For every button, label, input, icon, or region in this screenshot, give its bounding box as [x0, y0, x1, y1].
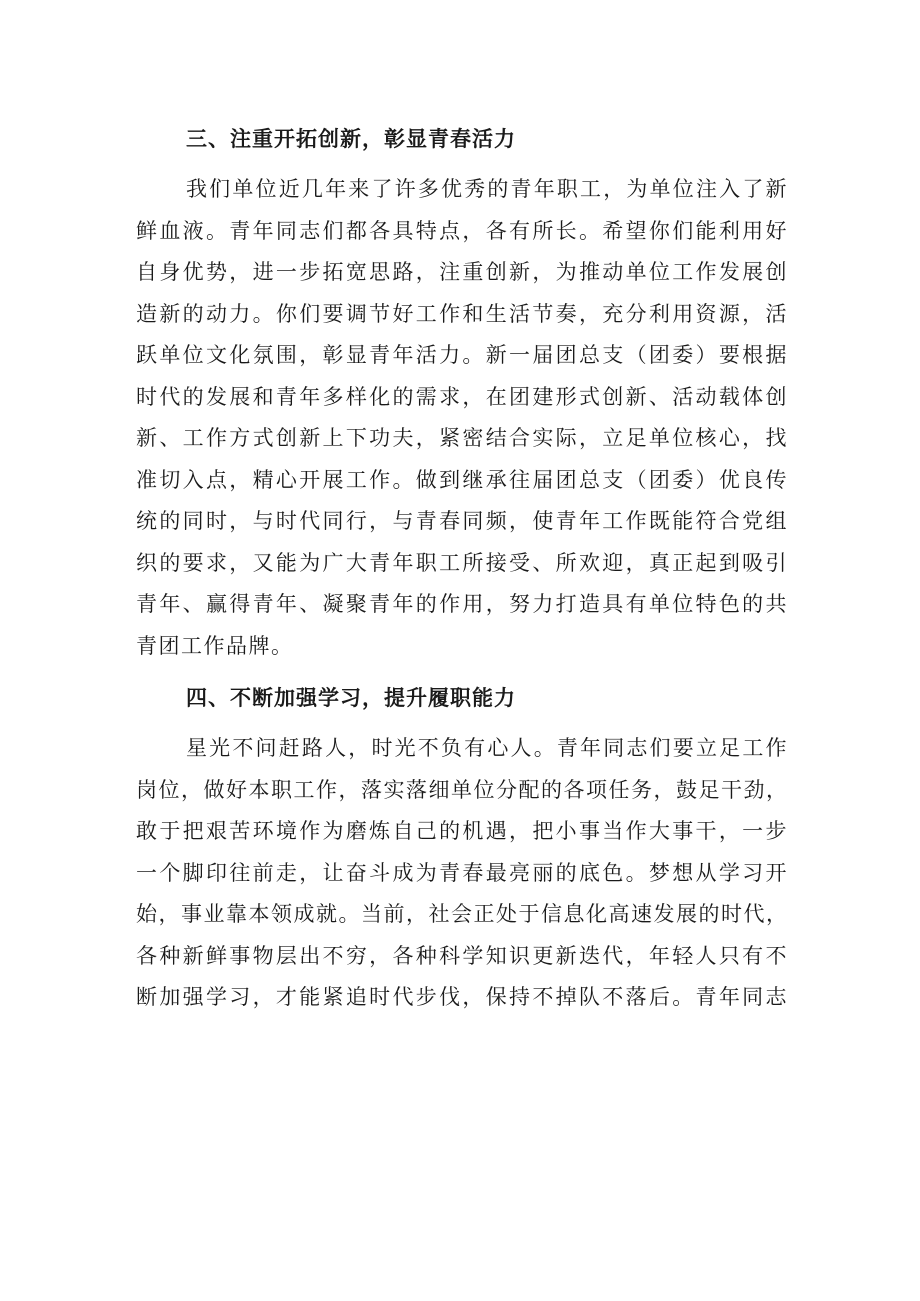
text-line: 新、工作方式创新上下功夫，紧密结合实际，立足单位核心，找: [136, 426, 788, 450]
text-line: 织的要求，又能为广大青年职工所接受、所欢迎，真正起到吸引: [136, 550, 788, 575]
text-line: 星光不问赶路人，时光不负有心人。青年同志们要立足工作: [186, 736, 788, 760]
text-line: 岗位，做好本职工作，落实落细单位分配的各项任务，鼓足干劲，: [136, 777, 789, 802]
text-line: 鲜血液。青年同志们都各具特点，各有所长。希望你们能利用好: [136, 218, 788, 243]
section-heading-4: 四、不断加强学习，提升履职能力: [186, 685, 516, 710]
section-paragraph-4: [136, 728, 788, 1019]
spacer: [136, 719, 788, 728]
text-line: 各种新鲜事物层出不穷，各种科学知识更新迭代，年轻人只有不: [136, 943, 788, 968]
text-line: 准切入点，精心开展工作。做到继承往届团总支（团委）优良传: [136, 467, 788, 492]
text-line: 青团工作品牌。: [136, 633, 294, 658]
text-line: 造新的动力。你们要调节好工作和生活节奏，充分利用资源，活: [136, 301, 788, 326]
section-heading-3: 三、注重开拓创新，彰显青春活力: [186, 126, 516, 151]
text-line: 始，事业靠本领成就。当前，社会正处于信息化高速发展的时代，: [136, 902, 789, 926]
section-paragraph-3: [136, 169, 788, 667]
text-line: 一个脚印往前走，让奋斗成为青春最亮丽的底色。梦想从学习开: [136, 860, 788, 885]
spacer: [136, 667, 788, 677]
text-line: 时代的发展和青年多样化的需求，在团建形式创新、活动载体创: [136, 384, 788, 409]
text-line: 敢于把艰苦环境作为磨炼自己的机遇，把小事当作大事干，一步: [136, 819, 788, 843]
spacer: [136, 160, 788, 169]
text-line: 自身优势，进一步拓宽思路，注重创新，为推动单位工作发展创: [136, 260, 788, 284]
text-line: 青年、赢得青年、凝聚青年的作用，努力打造具有单位特色的共: [136, 592, 788, 616]
document-page: [136, 118, 788, 1019]
text-line: 我们单位近几年来了许多优秀的青年职工，为单位注入了新: [186, 177, 788, 201]
text-line: 断加强学习，才能紧追时代步伐，保持不掉队不落后。青年同志: [136, 985, 788, 1009]
text-line: 跃单位文化氛围，彰显青年活力。新一届团总支（团委）要根据: [136, 343, 788, 367]
text-line: 统的同时，与时代同行，与青春同频，使青年工作既能符合党组: [136, 509, 788, 533]
